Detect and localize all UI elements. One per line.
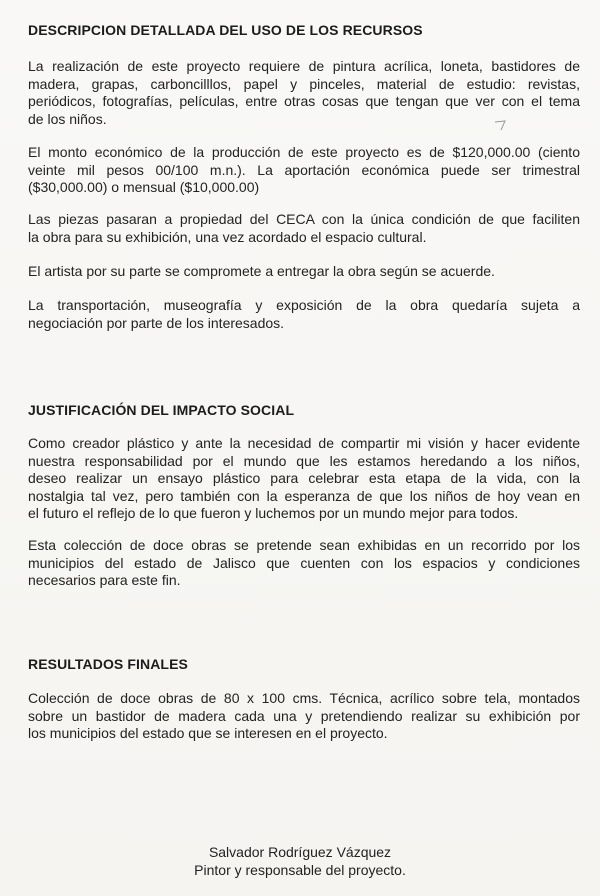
text-line: La transportación, museografía y exposición de la obra quedaría sujeta a [28, 297, 580, 313]
signature-name: Salvador Rodríguez Vázquez [208, 844, 392, 860]
signature-role: Pintor y responsable del proyecto. [194, 862, 406, 878]
text-line: necesarios para este fin. [28, 572, 181, 588]
pencil-mark-icon [493, 118, 511, 132]
text-line: Como creador plástico y ante la necesidad de compartir mi visión y hacer evidente [28, 435, 580, 451]
text-line: veinte mil pesos 00/100 m.n.). La aportación económica puede ser trimestral [28, 161, 580, 178]
text-line: nostalgia tal vez, pero también con la esperanza de que los niños de hoy vean en [28, 487, 580, 504]
text-line: Colección de doce obras de 80 x 100 cms. Técnica, acrílico sobre tela, montados [28, 690, 580, 706]
text-line: periódicos, fotografías, películas, entre otras cosas que tengan que ver con el tema [28, 93, 580, 109]
text-line: municipios del estado de Jalisco que cuenten con los espacios y condiciones [28, 554, 580, 571]
text-line: sobre un bastidor de madera cada una y pretendiendo realizar su exhibición por [28, 707, 580, 724]
text-line: el futuro el reflejo de lo que fueron y luchemos por un mundo mejor para todos. [28, 505, 519, 521]
paragraph-monto [28, 144, 580, 197]
text-line: ($30,000.00) o mensual ($10,000.00) [28, 179, 260, 195]
text-line: El artista por su parte se compromete a entregar la obra según se acuerde. [28, 263, 495, 279]
text-line: El monto económico de la producción de este proyecto es de $120,000.00 (ciento [28, 144, 580, 160]
paragraph-resultados [28, 690, 580, 743]
text-line: los municipios del estado que se interesen en el proyecto. [28, 725, 388, 741]
text-line: la obra para su exhibición, una vez acordado el espacio cultural. [28, 228, 427, 245]
paragraph-justificacion [28, 435, 580, 523]
heading-recursos: DESCRIPCION DETALLADA DEL USO DE LOS RECURSOS [28, 22, 423, 38]
heading-resultados: RESULTADOS FINALES [28, 656, 188, 672]
text-line: Esta colección de doce obras se pretende sean exhibidas en un recorrido por los [28, 537, 580, 553]
text-line: negociación por parte de los interesados. [28, 314, 285, 331]
text-line: nuestra responsabilidad por el mundo que les estamos heredando a los niños, [28, 452, 580, 469]
paragraph-compromiso [28, 263, 580, 281]
text-line: La realización de este proyecto requiere de pintura acrílica, loneta, bastidores de [28, 58, 580, 74]
text-line: madera, grapas, carboncilllos, papel y pinceles, material de estudio: revistas, [28, 75, 580, 92]
text-line: de los niños. [28, 110, 107, 127]
heading-impacto: JUSTIFICACIÓN DEL IMPACTO SOCIAL [28, 402, 295, 418]
text-line: Las piezas pasaran a propiedad del CECA con la única condición de que faciliten [28, 211, 580, 227]
text-line: deseo realizar un ensayo plástico para celebrar esta etapa de la vida, con la [28, 470, 580, 486]
paragraph-propiedad [28, 211, 580, 246]
paragraph-coleccion [28, 537, 580, 590]
paragraph-transportacion [28, 297, 580, 332]
